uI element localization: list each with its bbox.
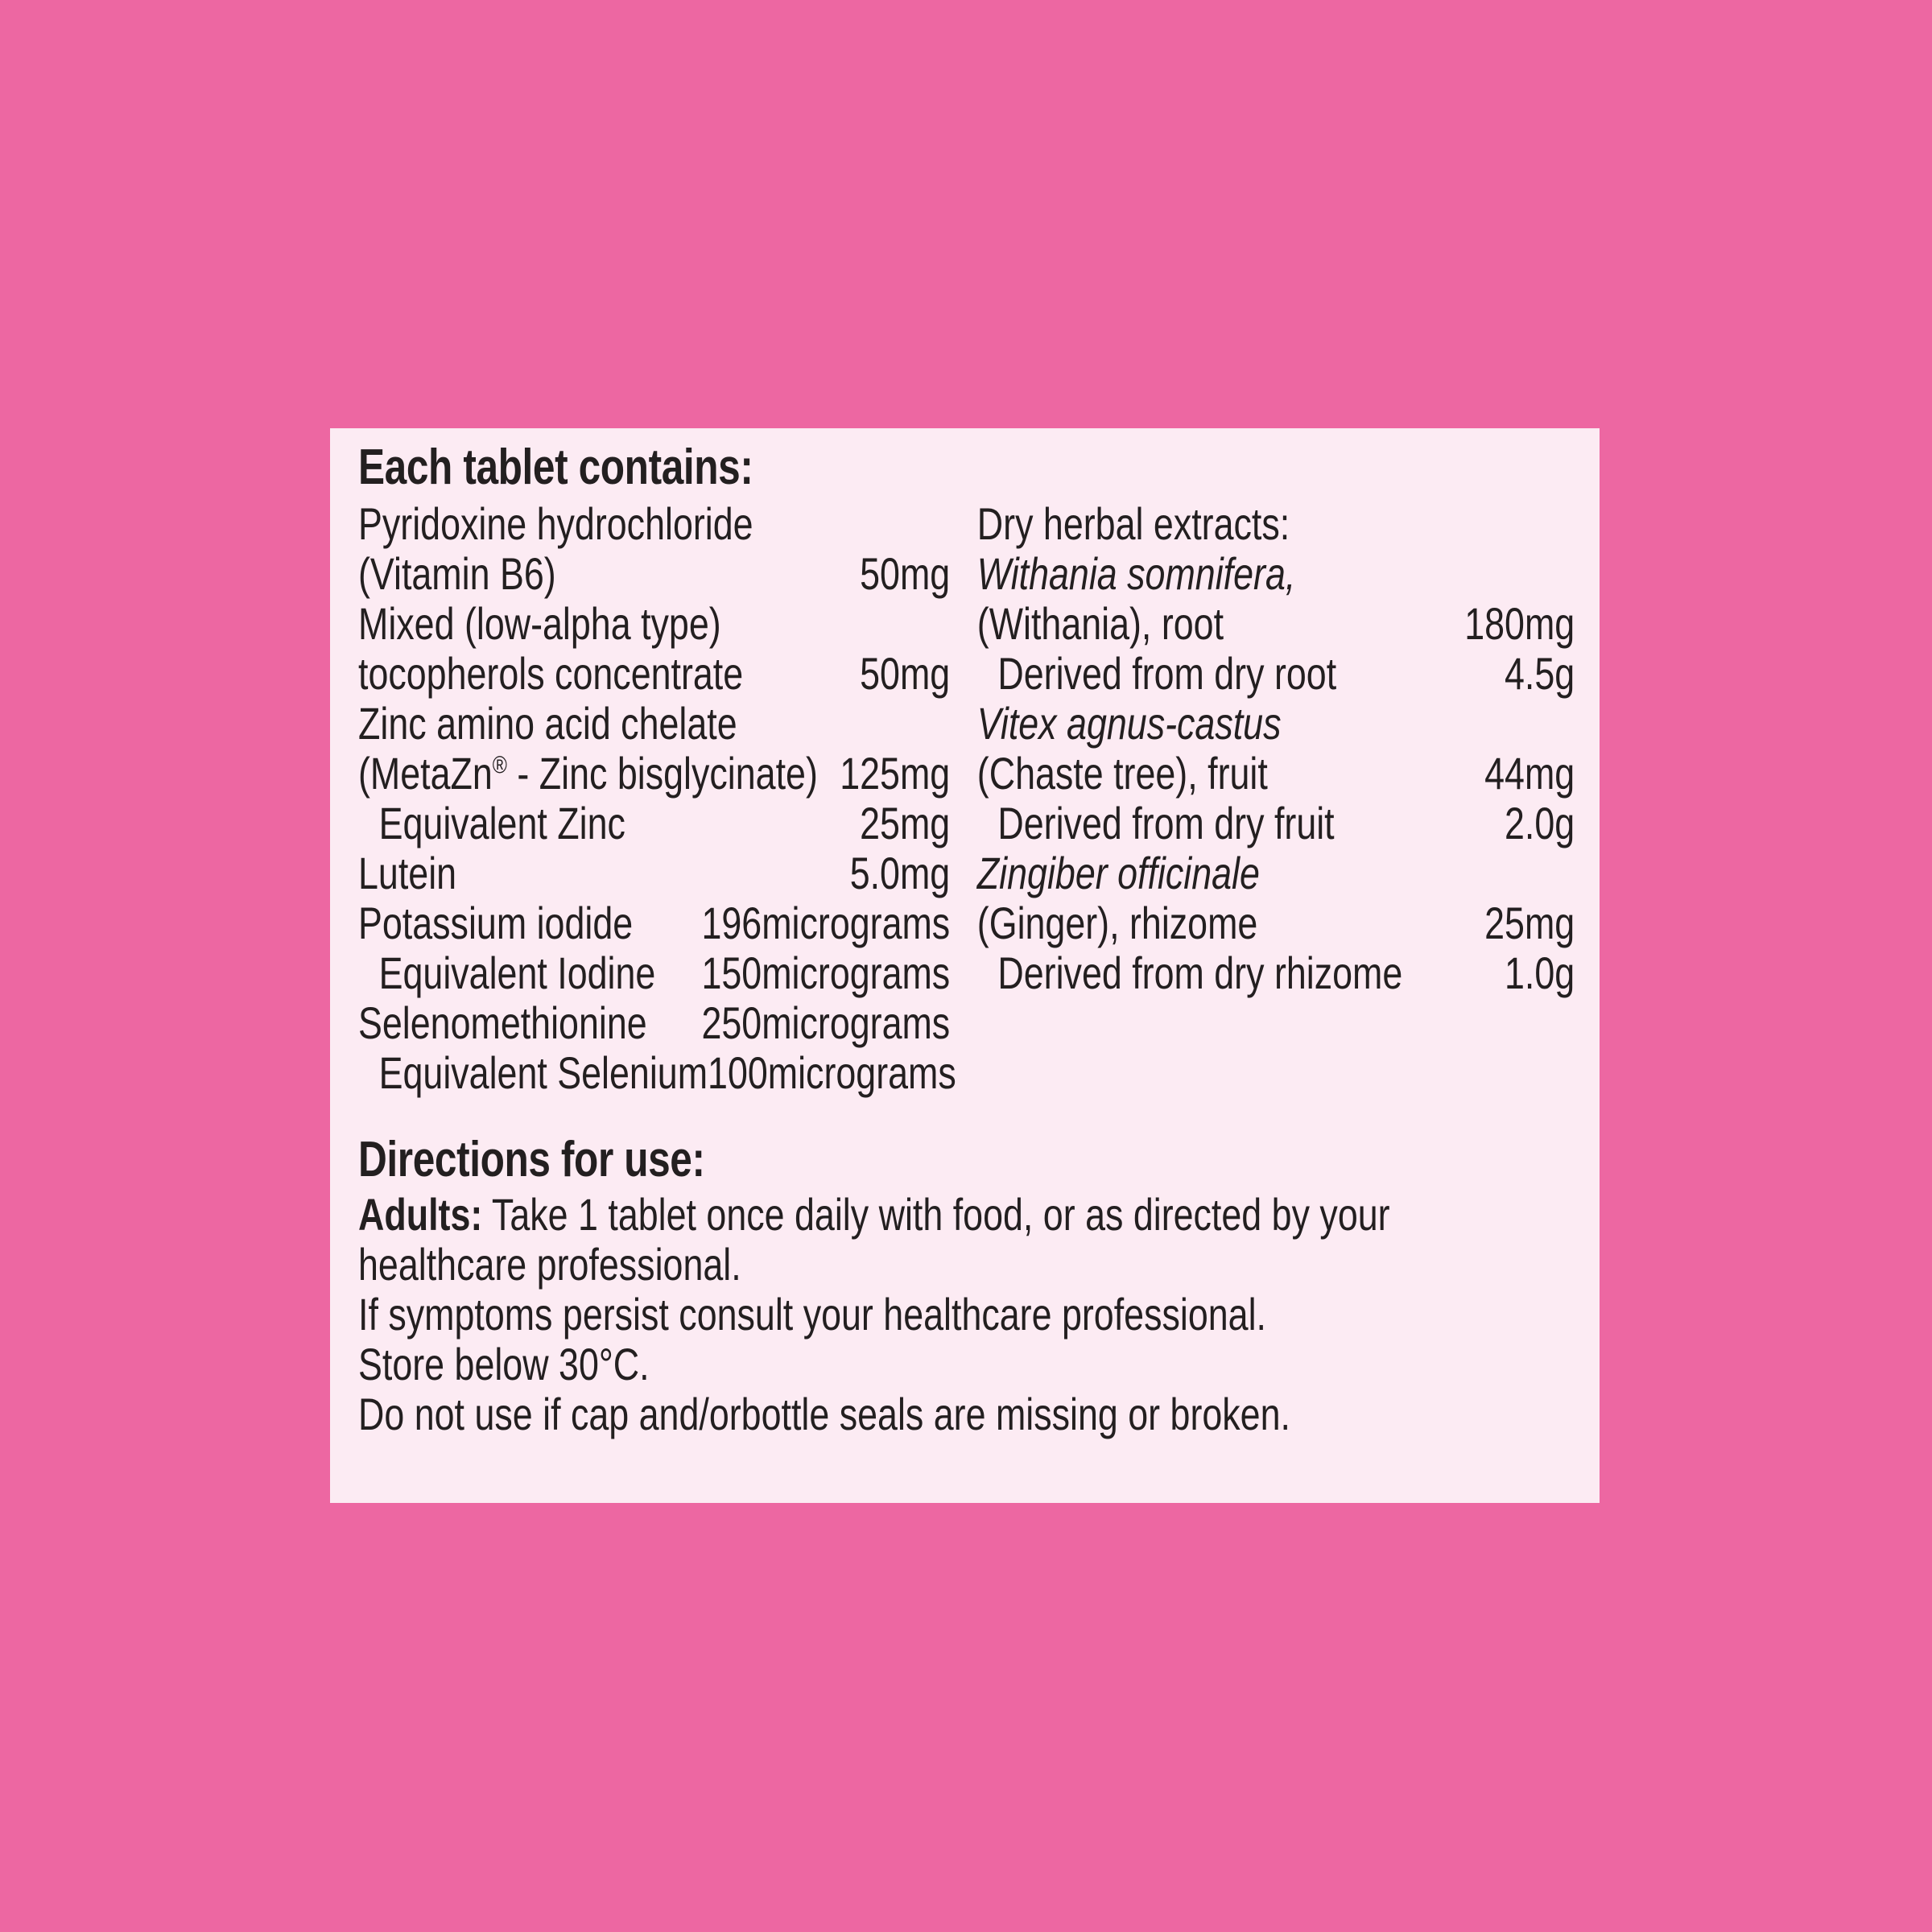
ingredient-amount: 50mg [860,648,951,699]
ingredient-amount: 125mg [840,748,951,799]
ingredient-row [977,948,1575,998]
ingredient-amount: 250micrograms [701,997,951,1048]
ingredient-name: Lutein [358,848,457,898]
ingredient-amount: 4.5g [1505,648,1575,699]
ingredient-name: Equivalent Zinc [378,798,625,848]
ingredient-row [977,898,1575,948]
ingredient-amount: 180mg [1464,598,1575,649]
ingredient-row [358,948,950,998]
ingredient-row [358,799,950,848]
ingredient-row [358,649,950,699]
directions-line: Adults: Take 1 tablet once daily with food, or as directed by your [358,1189,1390,1240]
ingredient-amount: 25mg [860,798,951,848]
ingredient-name: Equivalent Selenium [378,1047,708,1098]
ingredient-amount: 44mg [1484,748,1575,799]
ingredient-row [358,499,950,549]
directions-line: If symptoms persist consult your healthcare professional. [358,1289,1266,1340]
ingredients-right-column [977,499,1575,1098]
section-spacer [358,1098,1575,1132]
ingredient-name: Pyridoxine hydrochloride [358,498,753,549]
ingredient-name: (Ginger), rhizome [976,898,1258,948]
ingredient-name: (Chaste tree), fruit [976,748,1268,799]
ingredient-amount: 25mg [1484,898,1575,948]
ingredient-name: Zinc amino acid chelate [358,698,737,749]
ingredients-left-column [358,498,956,1098]
ingredient-amount: 100micrograms [708,1047,956,1098]
ingredient-name: Selenomethionine [358,997,647,1048]
ingredient-amount: 2.0g [1505,798,1575,848]
directions-heading: Directions for use: [358,1132,705,1187]
ingredient-name: Dry herbal extracts: [976,498,1290,549]
ingredient-row [977,499,1575,549]
ingredient-name: Zingiber officinale [976,848,1260,898]
directions-bold-prefix: Adults: [358,1189,483,1240]
ingredients-columns [358,499,1575,1098]
ingredient-name: (Vitamin B6) [358,548,556,599]
ingredient-row [977,848,1575,898]
ingredient-row [358,898,950,948]
ingredient-name: Derived from dry fruit [997,798,1335,848]
ingredient-row [977,699,1575,749]
ingredient-name: Vitex agnus-castus [976,698,1282,749]
ingredient-row [358,1047,956,1098]
ingredient-row [977,799,1575,848]
ingredient-name: (MetaZn® - Zinc bisglycinate) [358,748,818,799]
ingredient-name: Equivalent Iodine [378,947,656,998]
ingredient-amount: 150micrograms [701,947,951,998]
registered-trademark-symbol: ® [492,750,507,779]
directions-line: Store below 30°C. [358,1339,650,1389]
ingredient-amount: 50mg [860,548,951,599]
ingredient-row [358,599,950,649]
directions-line: healthcare professional. [358,1239,741,1290]
ingredient-row [977,599,1575,649]
ingredient-name: (Withania), root [976,598,1224,649]
ingredient-name: Withania somnifera, [976,548,1296,599]
ingredient-row [358,998,950,1048]
each-tablet-contains-heading: Each tablet contains: [358,440,753,495]
ingredient-row [358,699,950,749]
ingredient-row [977,649,1575,699]
ingredient-amount: 1.0g [1505,947,1575,998]
ingredient-name: Mixed (low-alpha type) [358,598,721,649]
directions-line: Do not use if cap and/orbottle seals are missing or broken. [358,1389,1290,1439]
ingredient-row [977,549,1575,599]
directions-text-block [358,1190,1575,1439]
ingredient-row [358,749,950,799]
ingredient-row [358,848,950,898]
ingredient-name: Derived from dry root [997,648,1337,699]
ingredient-name: tocopherols concentrate [358,648,744,699]
ingredient-amount: 5.0mg [849,848,951,898]
ingredient-row [358,549,950,599]
panel-content [358,440,1575,1439]
ingredient-name: Potassium iodide [358,898,634,948]
ingredient-name: Derived from dry rhizome [997,947,1403,998]
ingredients-label-panel [330,428,1600,1503]
ingredient-amount: 196micrograms [701,898,951,948]
ingredient-row [977,749,1575,799]
